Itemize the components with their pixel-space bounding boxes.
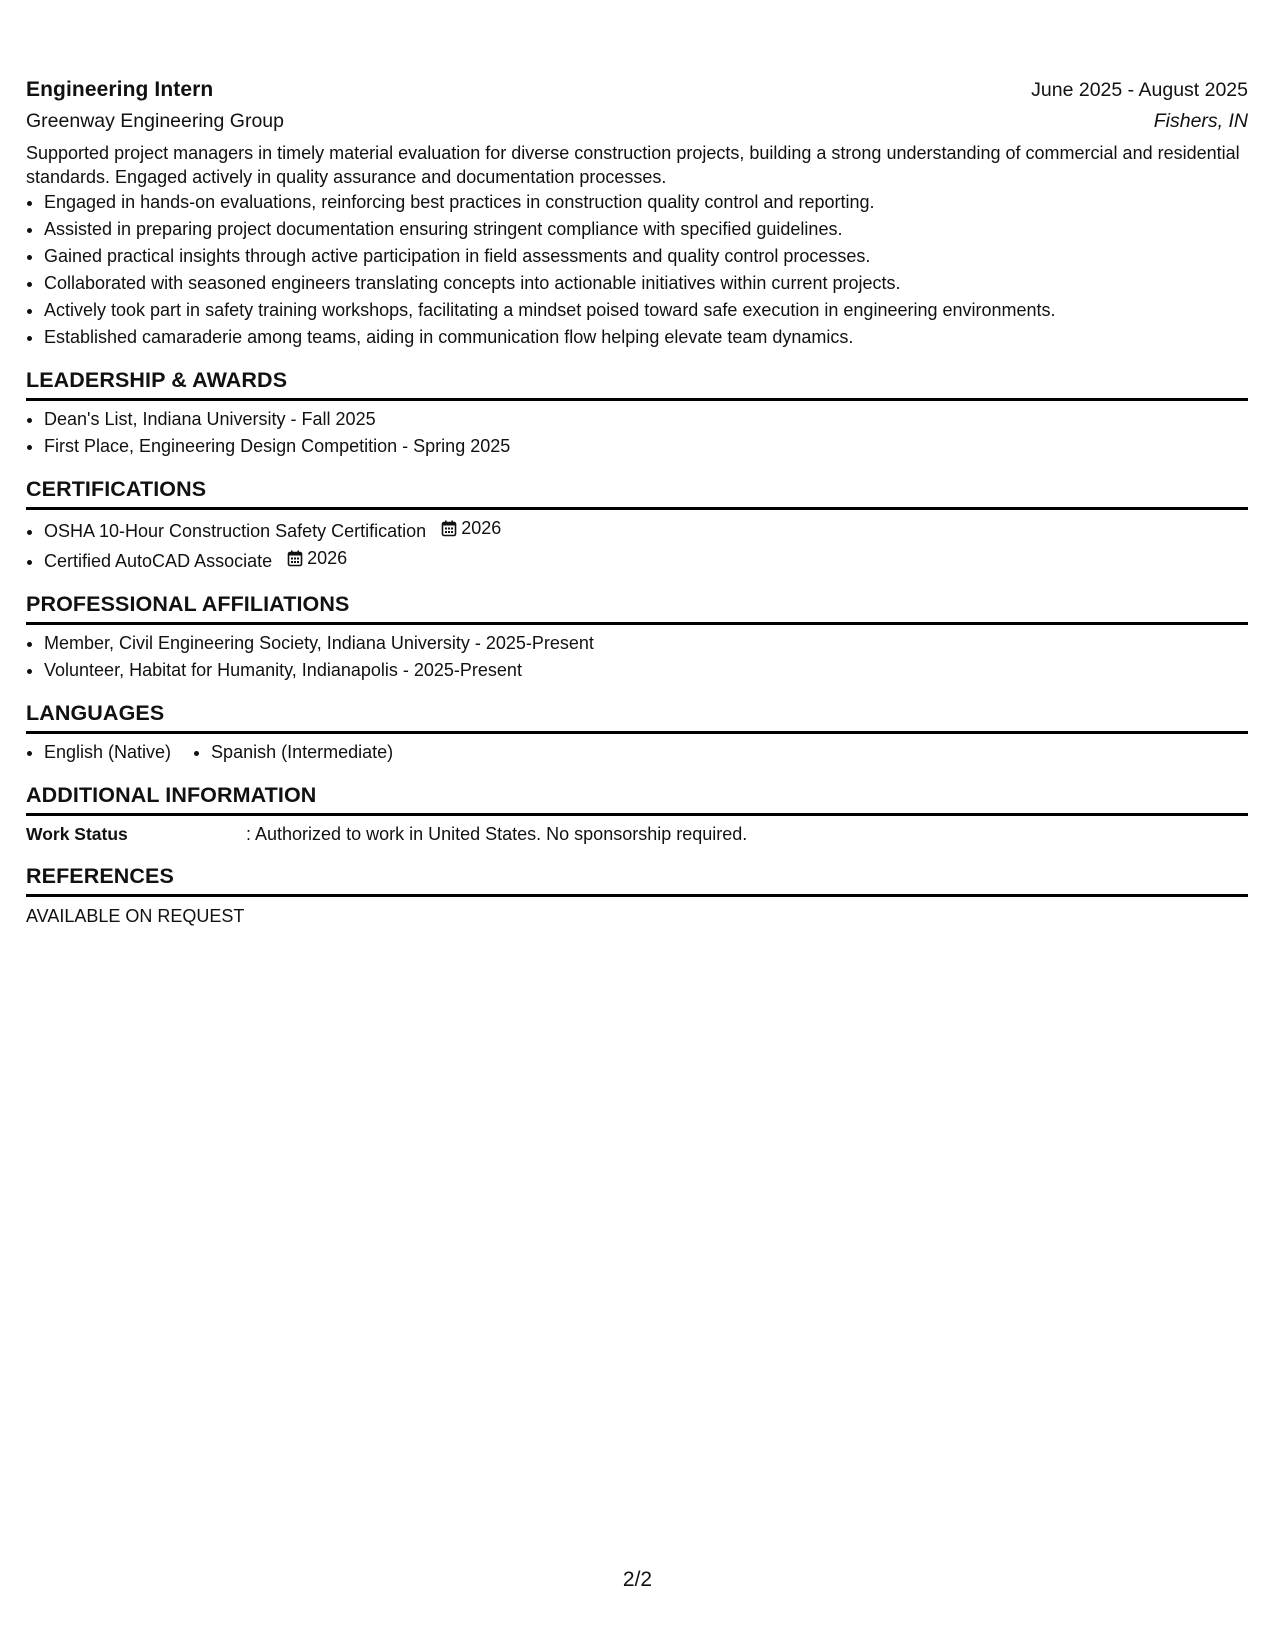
job-location: Fishers, IN xyxy=(1153,110,1248,132)
list-item: • Assisted in preparing project documentation ensuring stringent compliance with specified guidelines. xyxy=(44,216,1248,243)
section-divider xyxy=(26,813,1248,816)
references-section xyxy=(26,861,1248,930)
section-title: ADDITIONAL INFORMATION xyxy=(26,783,317,807)
certification-year: 2026 xyxy=(461,518,502,538)
list-item: • Volunteer, Habitat for Humanity, Indianapolis - 2025-Present xyxy=(44,657,1248,684)
language-item: • English (Native) xyxy=(44,739,171,766)
list-item: • Collaborated with seasoned engineers translating concepts into actionable initiatives within current projects. xyxy=(44,270,1248,297)
certifications-list xyxy=(26,515,1248,575)
certification-date xyxy=(441,515,501,542)
list-item: • First Place, Engineering Design Competition - Spring 2025 xyxy=(44,433,1248,460)
list-item: • Established camaraderie among teams, aiding in communication flow helping elevate team dynamics. xyxy=(44,324,1248,351)
certification-name: Certified AutoCAD Associate xyxy=(44,551,273,571)
job-subheader xyxy=(26,110,1248,133)
section-title: CERTIFICATIONS xyxy=(26,477,207,501)
affiliations-list xyxy=(26,630,1248,684)
additional-info-section xyxy=(26,780,1248,847)
experience-entry xyxy=(26,78,1248,351)
section-title: LEADERSHIP & AWARDS xyxy=(26,368,288,392)
list-item xyxy=(44,545,1248,575)
job-bullets xyxy=(26,189,1248,351)
page-number: 2/2 xyxy=(622,1568,653,1591)
certification-date xyxy=(287,545,347,572)
certification-year: 2026 xyxy=(307,548,348,568)
section-title: PROFESSIONAL AFFILIATIONS xyxy=(26,592,350,616)
list-item: • Engaged in hands-on evaluations, reinforcing best practices in construction quality control and reporting. xyxy=(44,189,1248,216)
list-item: • Dean's List, Indiana University - Fall 2025 xyxy=(44,406,1248,433)
section-divider xyxy=(26,622,1248,625)
section-title: LANGUAGES xyxy=(26,701,165,725)
calendar-icon xyxy=(441,520,457,537)
job-header xyxy=(26,78,1248,102)
section-divider xyxy=(26,731,1248,734)
work-status-row xyxy=(26,821,1248,847)
section-title: REFERENCES xyxy=(26,864,174,888)
certification-name: OSHA 10-Hour Construction Safety Certification xyxy=(44,521,427,541)
languages-list xyxy=(26,739,1248,766)
list-item xyxy=(44,515,1248,545)
company-name: Greenway Engineering Group xyxy=(26,110,284,132)
job-title: Engineering Intern xyxy=(26,78,214,101)
references-text: AVAILABLE ON REQUEST xyxy=(26,906,245,926)
job-summary: Supported project managers in timely material evaluation for diverse construction projects, building a strong understanding of commercial and residential standards. Engaged actively in quality assurance and documentation processes. xyxy=(26,143,1240,187)
section-divider xyxy=(26,894,1248,897)
resume-page xyxy=(26,78,1248,930)
work-status-label: Work Status xyxy=(26,824,128,844)
section-divider xyxy=(26,507,1248,510)
section-divider xyxy=(26,398,1248,401)
calendar-icon xyxy=(287,550,303,567)
certifications-section xyxy=(26,474,1248,575)
leadership-section xyxy=(26,365,1248,460)
affiliations-section xyxy=(26,589,1248,684)
job-dates: June 2025 - August 2025 xyxy=(1031,79,1248,101)
languages-section xyxy=(26,698,1248,766)
list-item: • Actively took part in safety training workshops, facilitating a mindset poised toward safe execution in engineering environments. xyxy=(44,297,1248,324)
list-item: • Gained practical insights through active participation in field assessments and quality control processes. xyxy=(44,243,1248,270)
language-item: • Spanish (Intermediate) xyxy=(211,739,393,766)
work-status-value: : Authorized to work in United States. No sponsorship required. xyxy=(246,824,748,844)
list-item: • Member, Civil Engineering Society, Indiana University - 2025-Present xyxy=(44,630,1248,657)
leadership-list xyxy=(26,406,1248,460)
